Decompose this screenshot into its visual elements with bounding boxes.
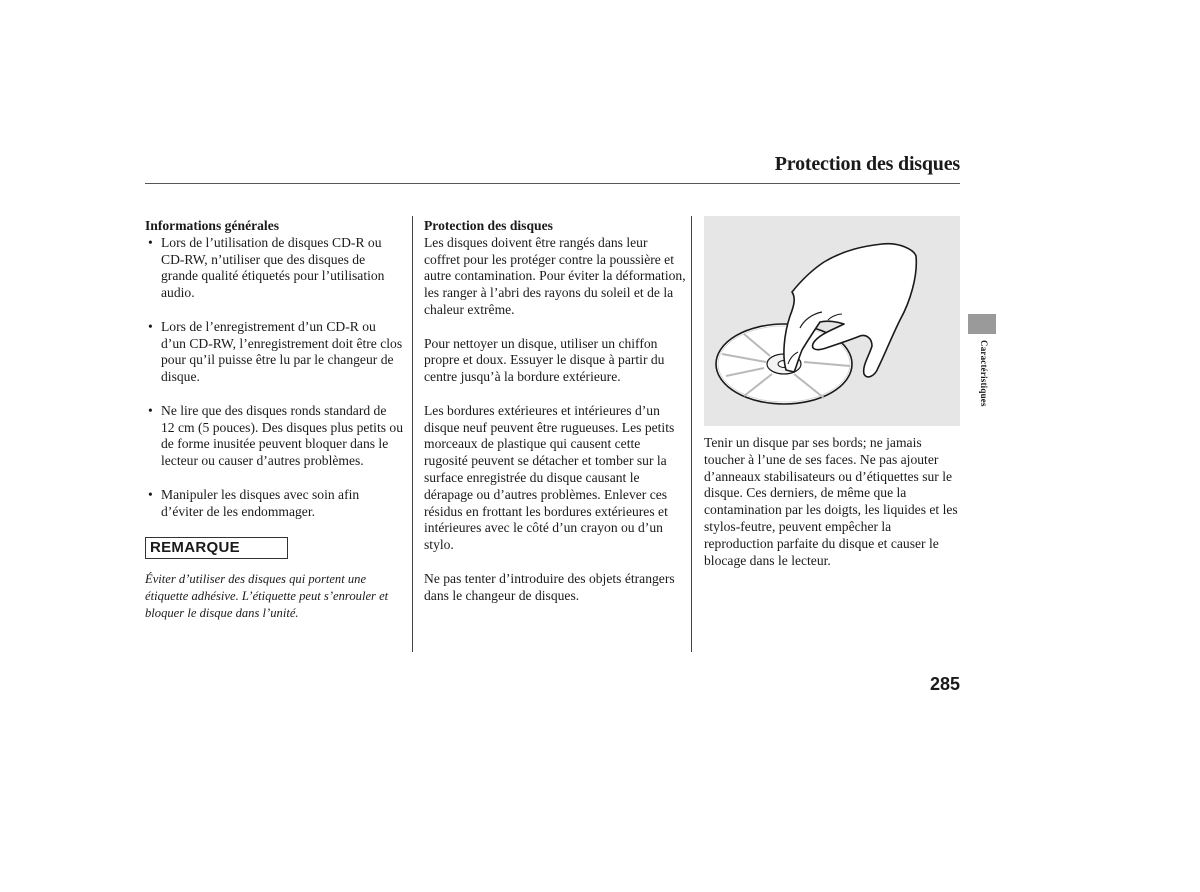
paragraph: Pour nettoyer un disque, utiliser un chiffon propre et doux. Essuyer le disque à partir du centre jusqu’à la bordure extérieure. [424,335,665,385]
note-text: Éviter d’utiliser des disques qui portent une étiquette adhésive. L’étiquette peut s’enrouler et bloquer le disque dans l’unité. [145,572,389,620]
section-heading-protection: Protection des disques [424,218,553,233]
column-divider [412,216,413,652]
hand-holding-disc-icon [704,216,960,426]
paragraph: Ne pas tenter d’introduire des objets étrangers dans le changeur de disques. [424,570,675,603]
note-label-box: REMARQUE [145,537,288,559]
page-title: Protection des disques [774,153,960,175]
section-tab-label: Caractéristiques [979,340,989,407]
bullet-item: • Manipuler les disques avec soin afin d’éviter de les endommager. [145,487,403,521]
right-column [704,435,962,586]
page-number: 285 [929,674,960,694]
bullet-list [145,235,403,521]
paragraph: Les bordures extérieures et intérieures d’un disque neuf peuvent être rugueuses. Les petits morceaux de plastique qui causent cette rugosité peuvent se détacher et tomber sur la surface enregistrée du disque causant le dérapage ou d’autres problèmes. Enlever ces résidus en frottant les bordures extérieures et intérieures avec le côté d’un crayon ou d’un stylo. [424,402,675,553]
paragraph: Les disques doivent être rangés dans leur coffret pour les protéger contre la poussière et autre contamination. Pour éviter la déformation, les ranger à l’abri des rayons du soleil et de la chaleur extrême. [424,234,686,317]
title-divider [145,183,960,184]
middle-column [424,218,686,621]
section-heading-general: Informations générales [145,218,280,233]
bullet-item: • Lors de l’utilisation de disques CD-R ou CD-RW, n’utiliser que des disques de grande qualité étiquetés pour l’utilisation audio. [145,235,403,302]
column-divider [691,216,692,652]
paragraph: Tenir un disque par ses bords; ne jamais toucher à l’une de ses faces. Ne pas ajouter d’anneaux stabilisateurs ou d’étiquettes sur le disque. Ces derniers, de même que la contamination par les doigts, les liquides et les stylos-feutre, peuvent empêcher la reproduction parfaite du disque et causer le blocage dans le lecteur. [704,435,958,568]
bullet-item: • Ne lire que des disques ronds standard de 12 cm (5 pouces). Des disques plus petits ou de forme inusitée peuvent bloquer dans le lecteur ou causer d’autres problèmes. [145,403,403,470]
bullet-item: • Lors de l’enregistrement d’un CD-R ou d’un CD-RW, l’enregistrement doit être clos pour qu’il puisse être lu par le changeur de disque. [145,319,403,386]
section-tab-marker [968,314,996,334]
left-column [145,218,403,622]
